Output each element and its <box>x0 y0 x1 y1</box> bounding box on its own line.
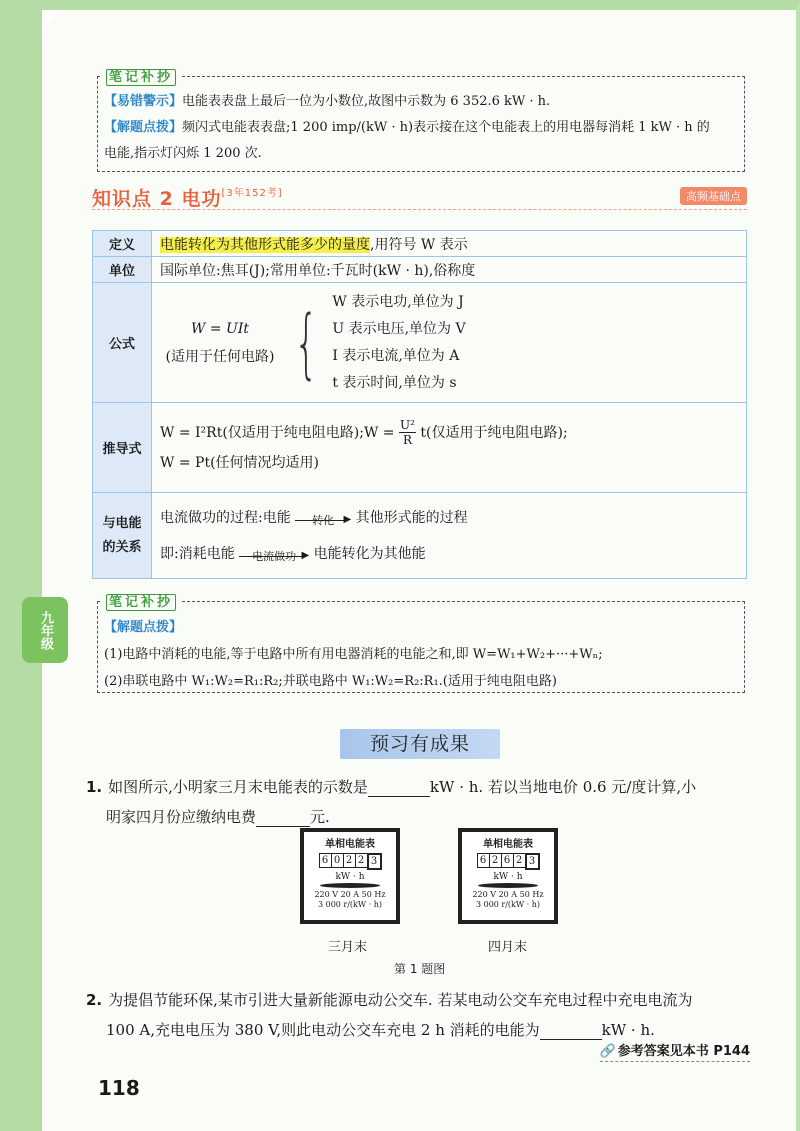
question-1: 1. 如图所示,小明家三月末电能表的示数是 kW · h. 若以当地电价 0.6 元/度计算,小 明家四月份应缴纳电费 元. <box>86 778 697 826</box>
page-number: 118 <box>98 1076 140 1100</box>
meter-april: 单相电能表 6 2 6 2 3 kW · h 220 V 20 A 50 Hz 3 000 r/(kW · h) <box>458 828 558 924</box>
note-box-1 <box>97 70 745 172</box>
meter-digits: 6 0 2 2 3 <box>304 853 396 870</box>
note-tag: 笔记补抄 <box>102 591 180 610</box>
section-title: 预习有成果 <box>340 729 500 759</box>
grade-tab[interactable]: 九年级 <box>22 597 68 663</box>
answer-blank[interactable] <box>256 810 310 827</box>
question-2: 2. 为提倡节能环保,某市引进大量新能源电动公交车. 若某电动公交车充电过程中充电电流为 100 A,充电电压为 380 V,则此电动公交车充电 2 h 消耗的电能为 kW · h. <box>86 991 693 1039</box>
arrow-icon: 转化 ▶ <box>295 509 351 527</box>
answer-reference[interactable]: 🔗 参考答案见本书 P144 <box>600 1040 750 1062</box>
meter-march: 单相电能表 6 0 2 2 3 kW · h 220 V 20 A 50 Hz 3 000 r/(kW · h) <box>300 828 400 924</box>
table-row-relation: 与电能的关系 电流做功的过程:电能 转化 ▶ 其他形式能的过程 即:消耗电能 电流做功 ▶ 电能转化为其他能 <box>93 493 747 579</box>
meter-disk-icon <box>320 883 380 888</box>
brace-icon: { <box>294 297 319 387</box>
answer-blank[interactable] <box>368 780 430 797</box>
fraction: $\frac{\text{U²}}{R}$ <box>400 418 415 447</box>
knowledge-point-title: 知识点 2 电功[3年152考] <box>92 188 283 210</box>
answer-blank[interactable] <box>540 1023 602 1040</box>
table-row-unit: 单位 国际单位:焦耳(J);常用单位:千瓦时(kW · h),俗称度 <box>93 257 747 283</box>
meter-digits: 6 2 6 2 3 <box>462 853 554 870</box>
meter-caption: 三月末 <box>328 940 368 955</box>
note-tag: 笔记补抄 <box>102 66 180 85</box>
knowledge-table <box>92 230 747 579</box>
meter-disk-icon <box>478 883 538 888</box>
note-content: 【易错警示】电能表表盘上最后一位为小数位,故图中示数为 6 352.6 kW · h. 【解题点拨】频闪式电能表表盘;1 200 imp/(kW · h)表示接在这个电能表上的用电器每消耗 1 kW · h 的 电能,指示灯闪烁 1 200 次. <box>104 94 710 161</box>
figure-caption: 第 1 题图 <box>394 962 446 976</box>
link-icon: 🔗 <box>599 1044 616 1059</box>
knowledge-point-header <box>92 184 747 210</box>
table-row-definition: 定义 电能转化为其他形式能多少的量度,用符号 W 表示 <box>93 231 747 257</box>
table-row-derived: 推导式 W = I²Rt(仅适用于纯电阻电路);W = $\frac{\text{U²}}{R}$ t(仅适用于纯电阻电路); W = Pt(任何情况均适用) <box>93 403 747 493</box>
note-content: 【解题点拨】 (1)电路中消耗的电能,等于电路中所有用电器消耗的电能之和,即 W=W₁+W₂+···+Wₙ; (2)串联电路中 W₁:W₂=R₁:R₂;并联电路中 W₁:W₂=R₂:R₁.(适用于纯电阻电路) <box>104 620 603 689</box>
arrow-icon: 电流做功 ▶ <box>239 545 309 563</box>
note-box-2 <box>97 595 745 693</box>
frequency-badge: 高频基础点 <box>680 187 747 205</box>
divider <box>92 209 747 210</box>
meter-caption: 四月末 <box>488 940 528 955</box>
table-row-formula: 公式 W = UIt (适用于任何电路) { W 表示电功,单位为 J U 表示电压,单位为 V I 表示电流,单位为 A t 表示时间,单位为 s <box>93 283 747 403</box>
